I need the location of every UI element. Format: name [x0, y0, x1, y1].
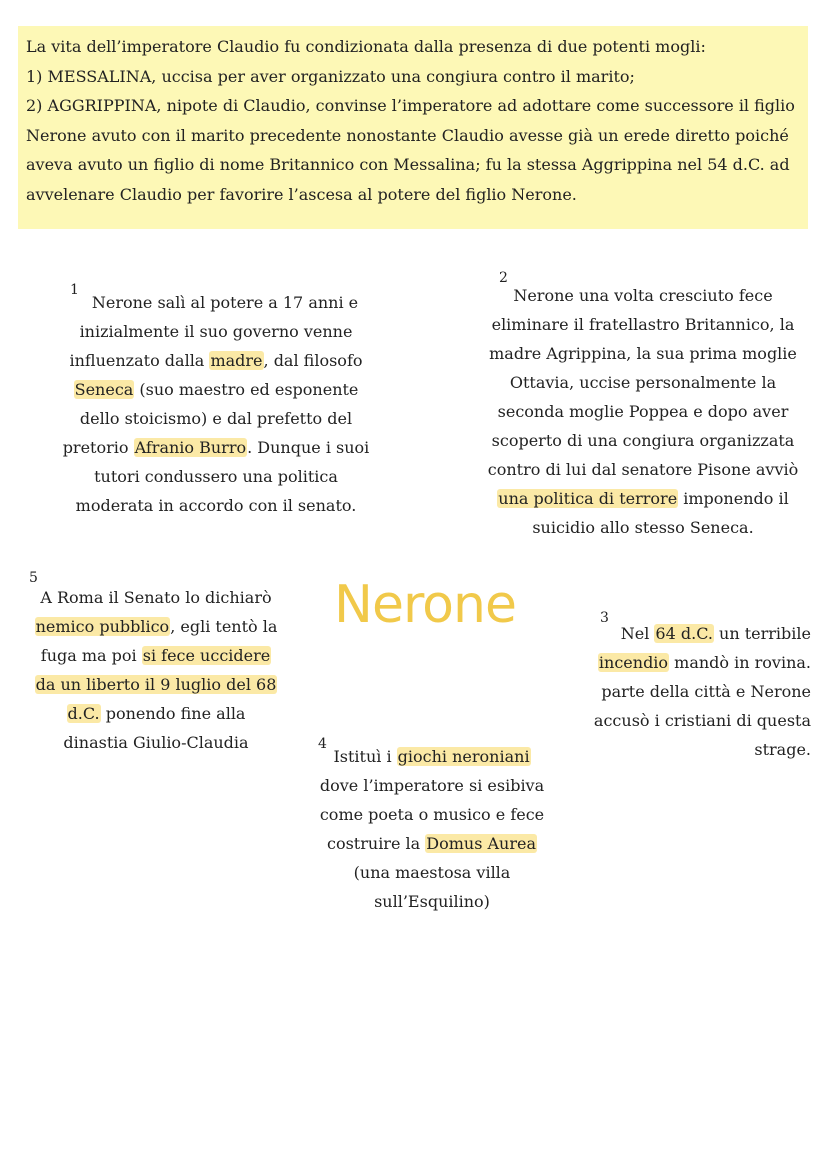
highlight: d.C. [67, 704, 100, 723]
section-1-line: pretorio Afranio Burro. Dunque i suoi [62, 438, 370, 457]
intro-line: La vita dell’imperatore Claudio fu condizionata dalla presenza di due potenti mogli: [26, 37, 706, 56]
section-2-line: scoperto di una congiura organizzata [491, 431, 795, 450]
highlight: madre [210, 351, 263, 370]
section-5-line: nemico pubblico, egli tentò la [35, 617, 278, 636]
highlight: Seneca [74, 380, 134, 399]
section-2-line: Ottavia, uccise personalmente la [509, 373, 777, 392]
intro-line: 2) AGGRIPPINA, nipote di Claudio, convinse l’imperatore ad adottare come successore il figlio [26, 96, 795, 116]
section-4-line: (una maestosa villa [353, 863, 511, 882]
section-1-line: Seneca (suo maestro ed esponente [74, 380, 359, 399]
section-3-line: accusò i cristiani di questa [593, 711, 811, 730]
highlight: nemico pubblico [35, 617, 170, 636]
section-1 [60, 288, 372, 520]
section-4 [312, 742, 552, 916]
section-5-line: d.C. ponendo fine alla [67, 704, 246, 723]
section-2-number: 2 [499, 270, 508, 286]
section-4-line: come poeta o musico e fece [319, 805, 545, 824]
section-5-number: 5 [29, 570, 38, 586]
section-1-number: 1 [70, 282, 79, 298]
section-2-line: Nerone una volta cresciuto fece [513, 286, 773, 305]
section-5-line: A Roma il Senato lo dichiarò [40, 588, 272, 607]
highlight: Afranio Burro [134, 438, 247, 457]
section-2 [484, 281, 802, 542]
section-3-line: Nel 64 d.C. un terribile [620, 624, 811, 643]
highlight: 64 d.C. [655, 624, 713, 643]
intro-line: aveva avuto un figlio di nome Britannico con Messalina; fu la stessa Aggrippina nel 54 d.C. ad [26, 155, 790, 175]
section-3-line: parte della città e Nerone [601, 682, 811, 701]
section-1-line: tutori condussero una politica [94, 467, 338, 486]
section-1-line: dello stoicismo) e dal prefetto del [79, 409, 353, 428]
section-2-line: contro di lui dal senatore Pisone avviò [487, 460, 799, 479]
section-1-line: moderata in accordo con il senato. [75, 496, 357, 515]
section-1-line: influenzato dalla madre, dal filosofo [69, 351, 363, 370]
highlight: giochi neroniani [397, 747, 530, 766]
section-3-line: strage. [754, 740, 811, 759]
section-3 [560, 619, 811, 764]
section-3-line: incendio mandò in rovina. [598, 653, 811, 672]
section-2-line: eliminare il fratellastro Britannico, la [491, 315, 795, 334]
intro-box [18, 26, 808, 229]
section-1-line: inizialmente il suo governo venne [79, 322, 353, 341]
section-5-line [34, 670, 278, 699]
section-5-line: fuga ma poi si fece uccidere [40, 646, 271, 665]
section-4-line: dove l’imperatore si esibiva [319, 776, 545, 795]
highlight: Domus Aurea [426, 834, 536, 853]
highlight: incendio [598, 653, 669, 672]
highlight: una politica di terrore [498, 489, 678, 508]
section-4-number: 4 [318, 736, 327, 752]
section-4-line: costruire la Domus Aurea [327, 834, 536, 853]
section-2-line: madre Agrippina, la sua prima moglie [489, 344, 797, 363]
section-5-line: dinastia Giulio-Claudia [63, 733, 249, 752]
page-title: Nerone [334, 575, 516, 635]
section-1-line: Nerone salì al potere a 17 anni e [91, 293, 359, 312]
intro-line: 1) MESSALINA, uccisa per aver organizzato una congiura contro il marito; [26, 66, 635, 86]
section-2-line: suicidio allo stesso Seneca. [532, 518, 754, 537]
highlight: da un liberto il 9 luglio del 68 [35, 675, 277, 694]
section-2-line: una politica di terrore imponendo il [498, 489, 789, 508]
section-4-line: sull’Esquilino) [374, 892, 490, 911]
highlight: si fece uccidere [142, 646, 271, 665]
section-3-number: 3 [600, 610, 609, 626]
section-2-line: seconda moglie Poppea e dopo aver [497, 402, 789, 421]
section-4-line: Istituì i giochi neroniani [333, 747, 530, 766]
intro-line: avvelenare Claudio per favorire l’ascesa al potere del figlio Nerone. [26, 184, 577, 204]
section-5 [34, 583, 278, 757]
intro-line: Nerone avuto con il marito precedente nonostante Claudio avesse già un erede diretto poiché [26, 125, 789, 145]
